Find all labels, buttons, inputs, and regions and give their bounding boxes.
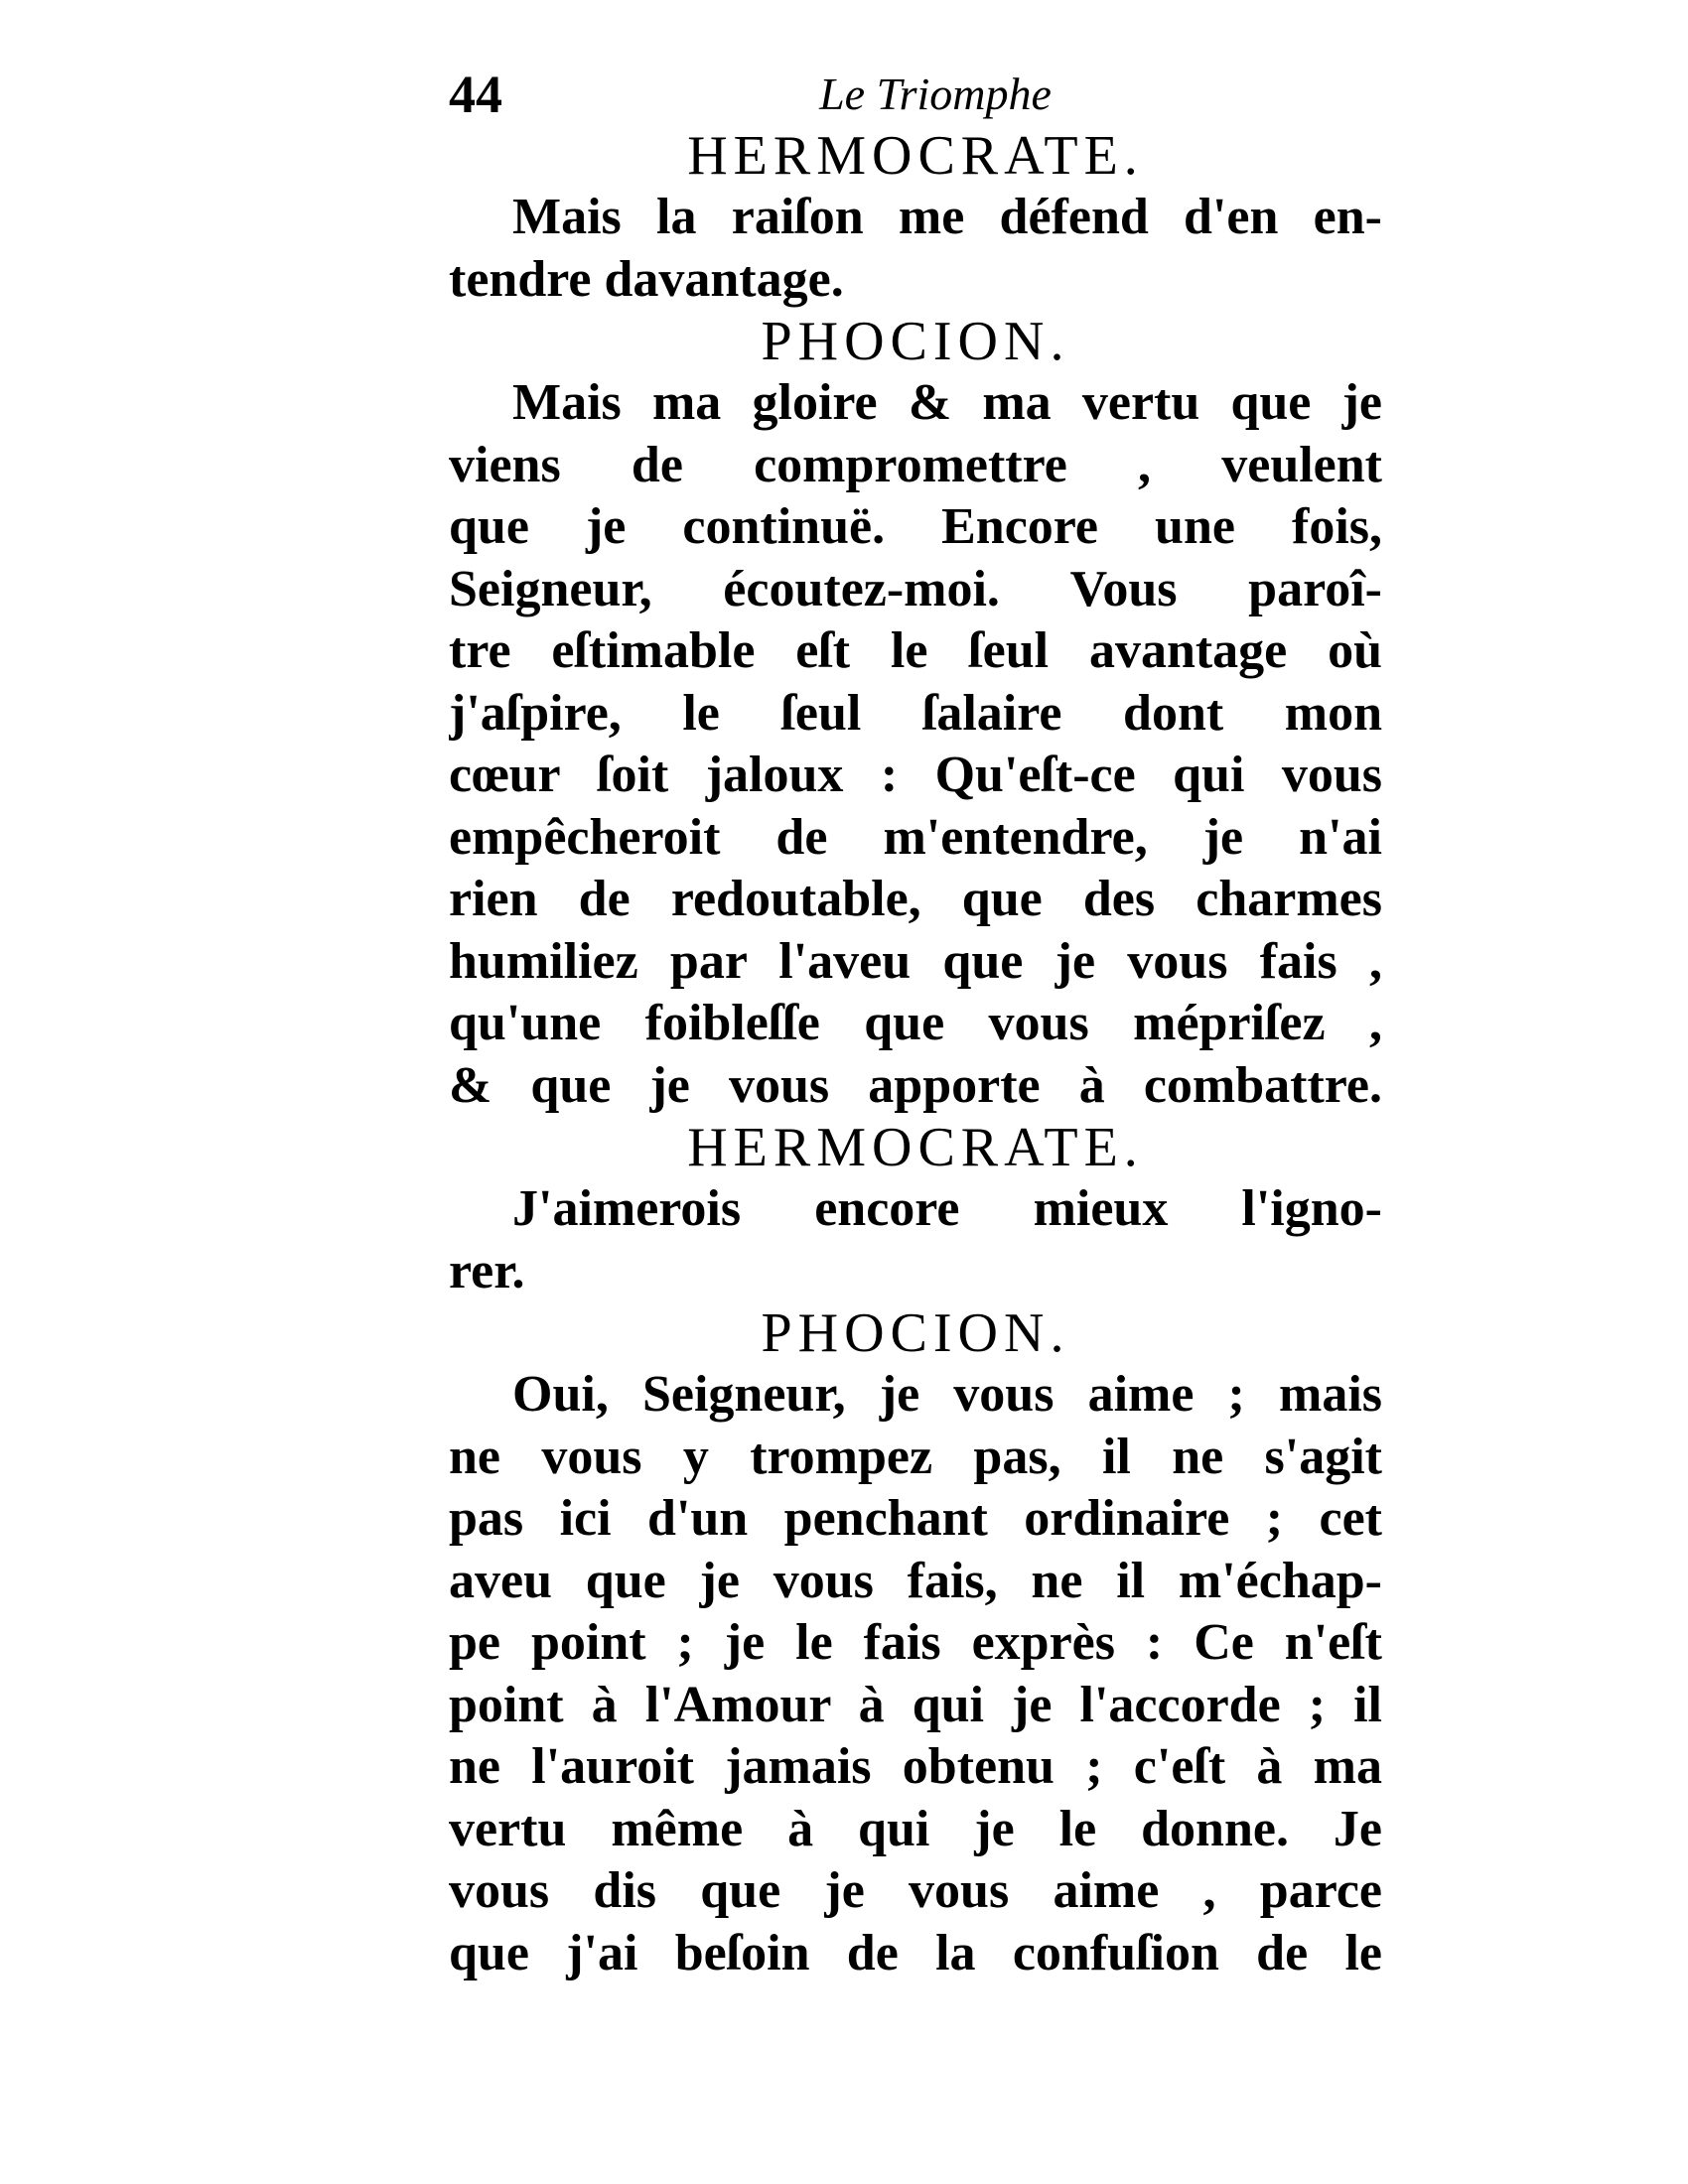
- text-line: ne l'auroit jamais obtenu ; c'eſt à ma: [449, 1738, 1382, 1795]
- running-header: [449, 64, 1382, 125]
- text-line: qu'une foibleſſe que vous mépriſez ,: [449, 995, 1382, 1051]
- text-line: vous dis que je vous aime , parce: [449, 1862, 1382, 1919]
- speaker-name: PHOCION.: [761, 1302, 1070, 1364]
- running-title: Le Triomphe: [819, 68, 1052, 119]
- text-line: que je continuë. Encore une fois,: [449, 498, 1382, 555]
- text-line: Mais ma gloire & ma vertu que je: [512, 374, 1382, 431]
- text-line: Seigneur, écoutez-moi. Vous paroî-: [449, 560, 1382, 617]
- speaker-name: HERMOCRATE.: [687, 1117, 1144, 1178]
- text-line: rien de redoutable, que des charmes: [449, 871, 1382, 927]
- text-line: Mais la raiſon me défend d'en en-: [512, 189, 1382, 245]
- text-line: que j'ai beſoin de la confuſion de le: [449, 1924, 1382, 1981]
- text-line: viens de compromettre , veulent: [449, 436, 1382, 493]
- text-line: tre eſtimable eſt le ſeul avantage où: [449, 622, 1382, 679]
- text-line: vertu même à qui je le donne. Je: [449, 1800, 1382, 1857]
- text-line: j'aſpire, le ſeul ſalaire dont mon: [449, 684, 1382, 742]
- text-line: point à l'Amour à qui je l'accorde ; il: [449, 1676, 1382, 1733]
- text-line: pe point ; je le fais exprès : Ce n'eſt: [449, 1614, 1382, 1671]
- text-line: ne vous y trompez pas, il ne s'agit: [449, 1428, 1382, 1485]
- text-line: J'aimerois encore mieux l'igno-: [512, 1180, 1382, 1237]
- speaker-name: PHOCION.: [761, 311, 1070, 372]
- text-line: humiliez par l'aveu que je vous fais ,: [449, 932, 1382, 990]
- text-line: aveu que je vous fais, ne il m'échap-: [449, 1552, 1382, 1609]
- text-line: & que je vous apporte à combattre.: [449, 1056, 1382, 1114]
- text-line: cœur ſoit jaloux : Qu'eſt-ce qui vous: [449, 747, 1382, 803]
- page-number: 44: [449, 65, 502, 124]
- text-line: tendre davantage.: [449, 250, 844, 308]
- book-page: [449, 64, 1382, 1984]
- text-line: pas ici d'un penchant ordinaire ; cet: [449, 1490, 1382, 1547]
- text-line: empêcheroit de m'entendre, je n'ai: [449, 808, 1382, 866]
- speaker-name: HERMOCRATE.: [687, 125, 1144, 187]
- text-line: Oui, Seigneur, je vous aime ; mais: [512, 1366, 1382, 1423]
- text-line: rer.: [449, 1242, 525, 1299]
